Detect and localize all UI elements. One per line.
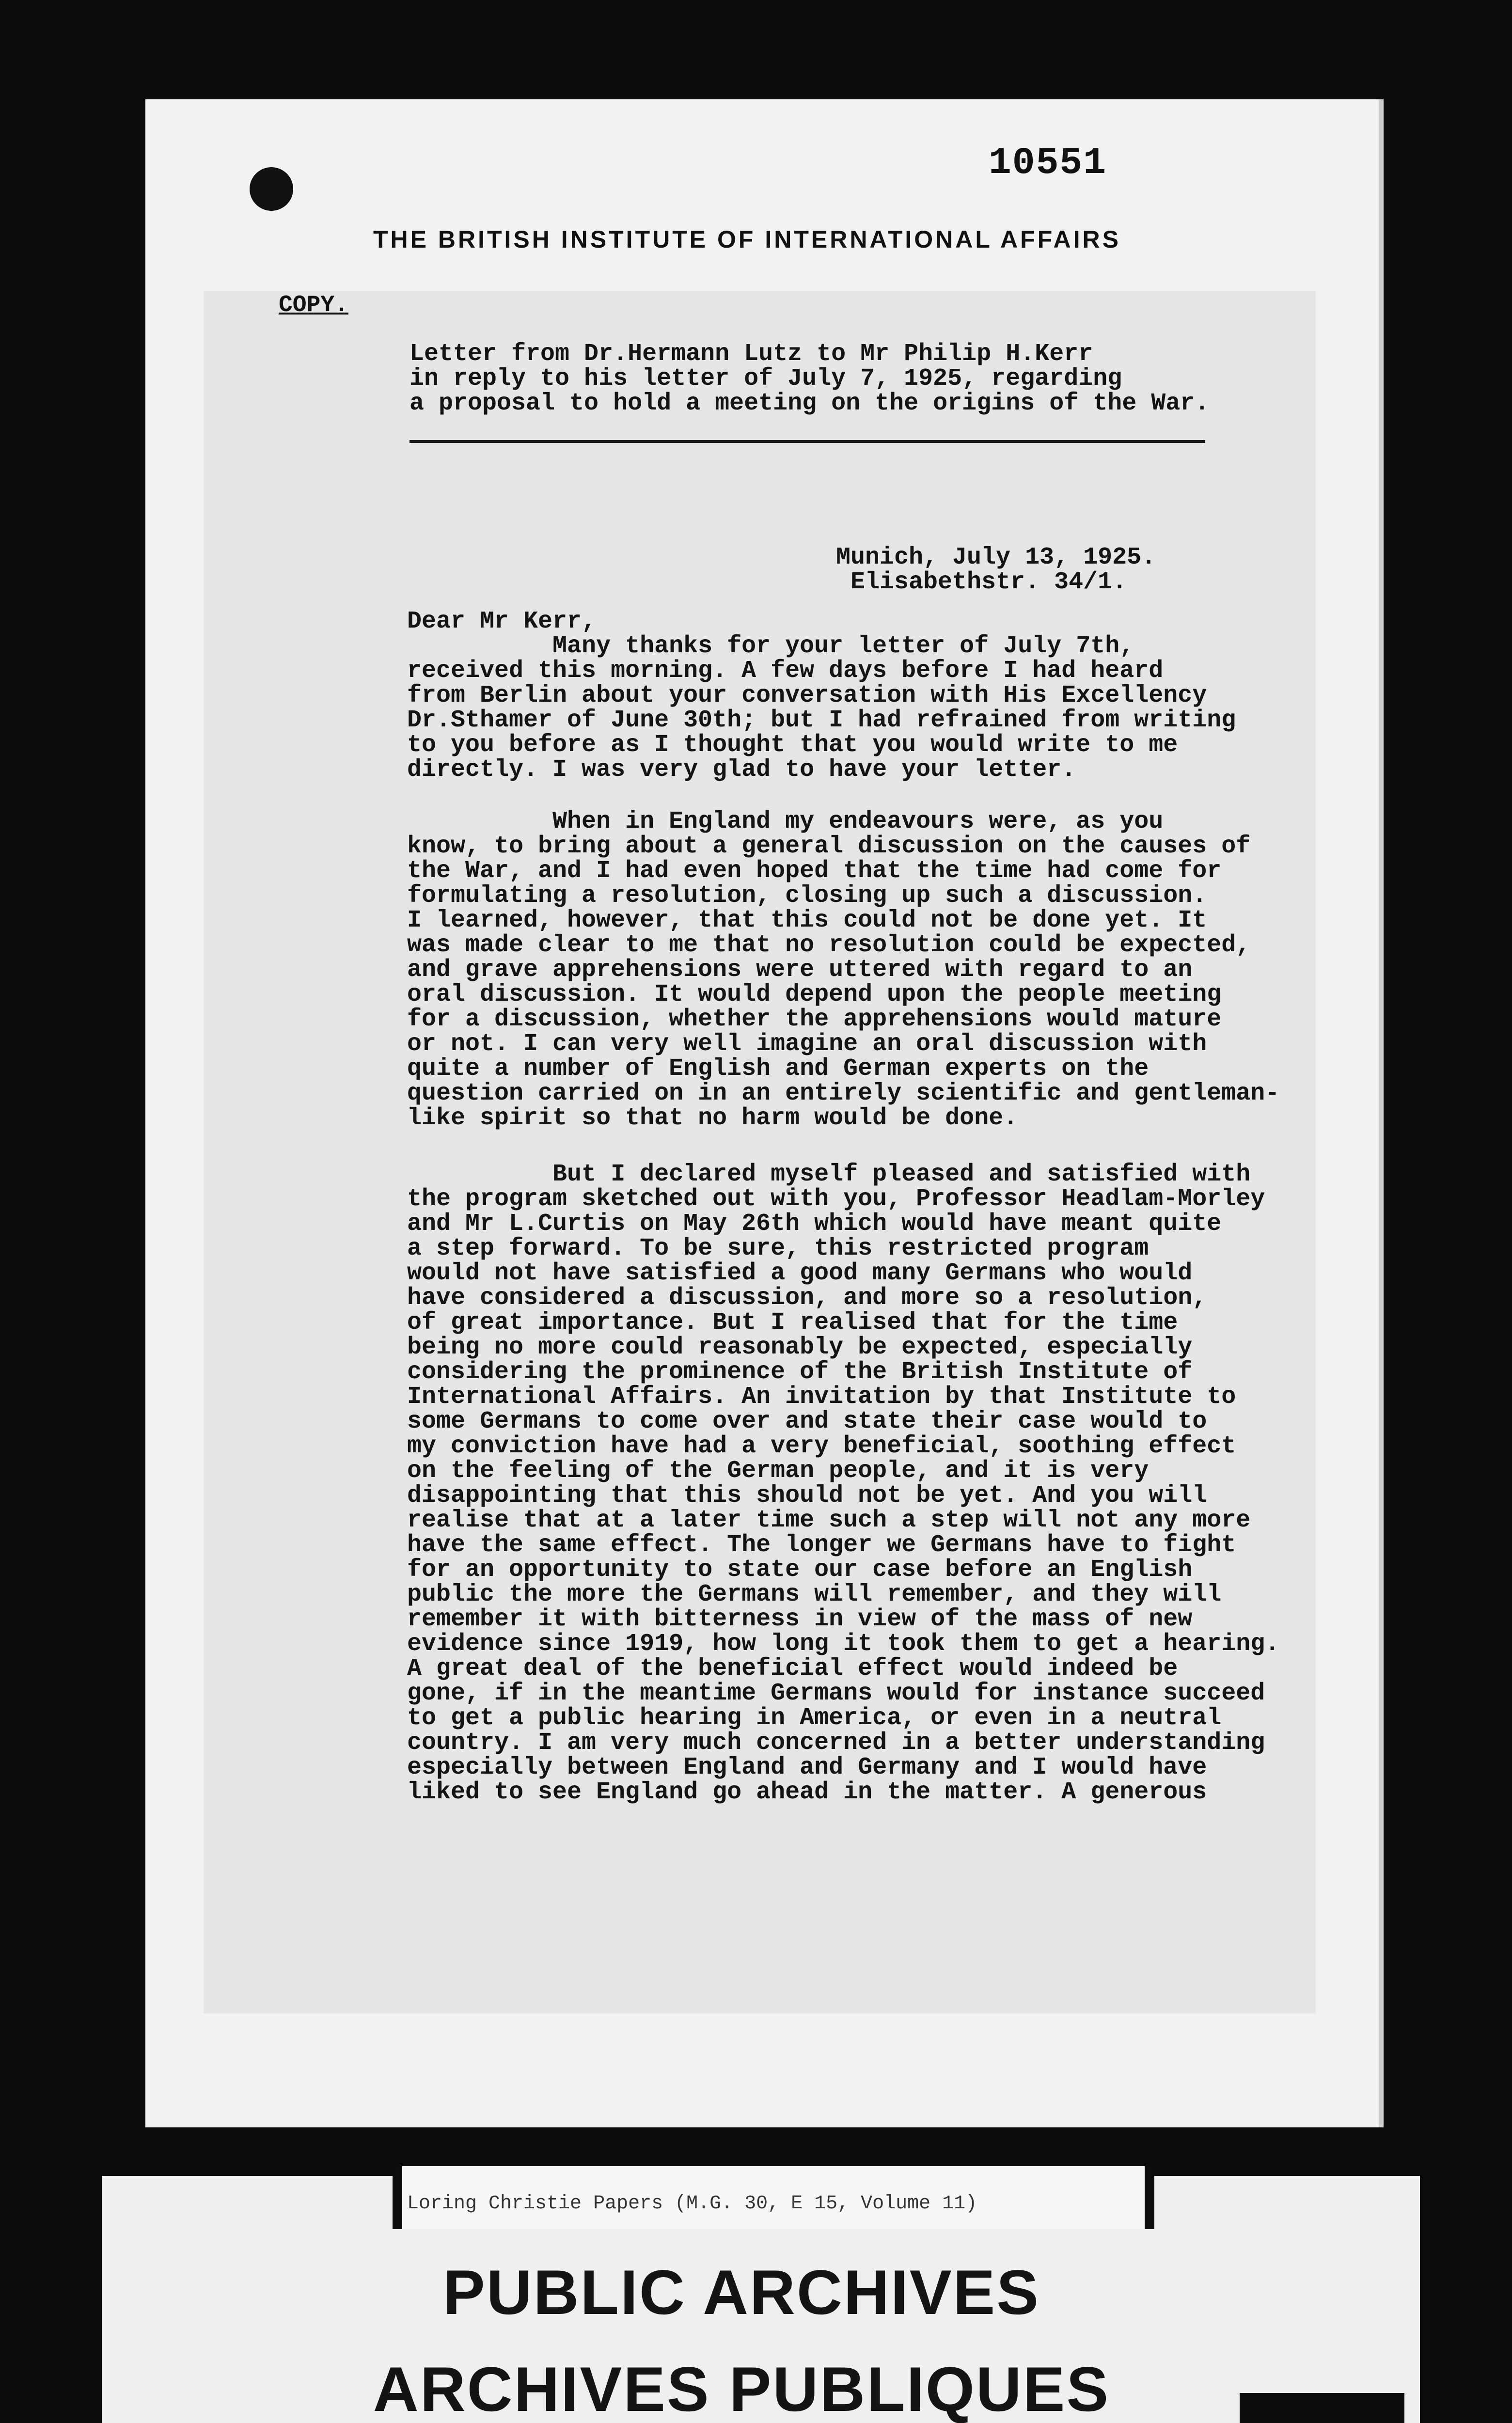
paragraph-3: But I declared myself pleased and satisfied with the program sketched out with you, Professor Headlam-Morley and Mr L.Curtis on May 26th which would have meant quite a step forward. To be sure, this restricted program would not have satisfied a good many Germans who would have considered a discussion, and more so a resolution, of great importance. But I realised that for the time being no more could reasonably be expected, especially considering the prominence of the British Institute of International Affairs. An invitation by that Institute to some Germans to come over and state their case would to my conviction have had a very beneficial, soothing effect on the feeling of the German people, and it is very disappointing that this should not be yet. And you will realise that at a later time such a step will not any more have the same effect. The longer we Germans have to fight for an opportunity to state our case before an English public the more the Germans will remember, and they will remember it with bitterness in view of the mass of new evidence since 1919, how long it took them to get a hearing. A great deal of the beneficial effect would indeed be gone, if in the meantime Germans would for instance succeed to get a public hearing in America, or even in a neutral country. I am very much concerned in a better understanding especially between England and Germany and I would have liked to see England go ahead in the matter. A generous [407,1161,1280,1806]
paragraph-1: Many thanks for your letter of July 7th, received this morning. A few days before I had heard from Berlin about your conversation with His Excellency Dr.Sthamer of June 30th; but I had refrained from writing to you before as I thought that you would write to me directly. I was very glad to have your letter. [407,632,1236,784]
copy-mark [279,292,348,318]
salutation: Dear Mr Kerr, [407,608,597,635]
punch-hole [250,167,293,211]
document-number: 10551 [989,142,1107,185]
institute-header: THE BRITISH INSTITUTE OF INTERNATIONAL AFFAIRS [373,226,1121,253]
document-page [145,99,1384,2127]
paragraph-2: When in England my endeavours were, as you know, to bring about a general discussion on the causes of the War, and I had even hoped that the time had come for formulating a resolution, closing up such a discussion. I learned, however, that this could not be done yet. It was made clear to me that no resolution could be expected, and grave apprehensions were uttered with regard to an oral discussion. It would depend upon the people meeting for a discussion, whether the apprehensions would mature or not. I can very well imagine an oral discussion with quite a number of English and German experts on the question carried on in an entirely scientific and gentleman- like spirit so that no harm would be done. [407,808,1280,1132]
collection-reference: Loring Christie Papers (M.G. 30, E 15, Volume 11) [407,2193,977,2215]
sender-address: Munich, July 13, 1925. Elisabethstr. 34/1. [836,544,1156,596]
archives-title-fr: ARCHIVES PUBLIQUES [373,2354,1110,2423]
divider-rule [410,440,1205,443]
archives-canada-logo-icon [1240,2393,1404,2423]
archives-title-en: PUBLIC ARCHIVES [443,2257,1040,2328]
copy-mark-text: COPY. [279,292,349,318]
letter-subject: Letter from Dr.Hermann Lutz to Mr Philip H.Kerr in reply to his letter of July 7, 1925, regarding a proposal to hold a meeting on the origins of the War. [410,340,1210,417]
